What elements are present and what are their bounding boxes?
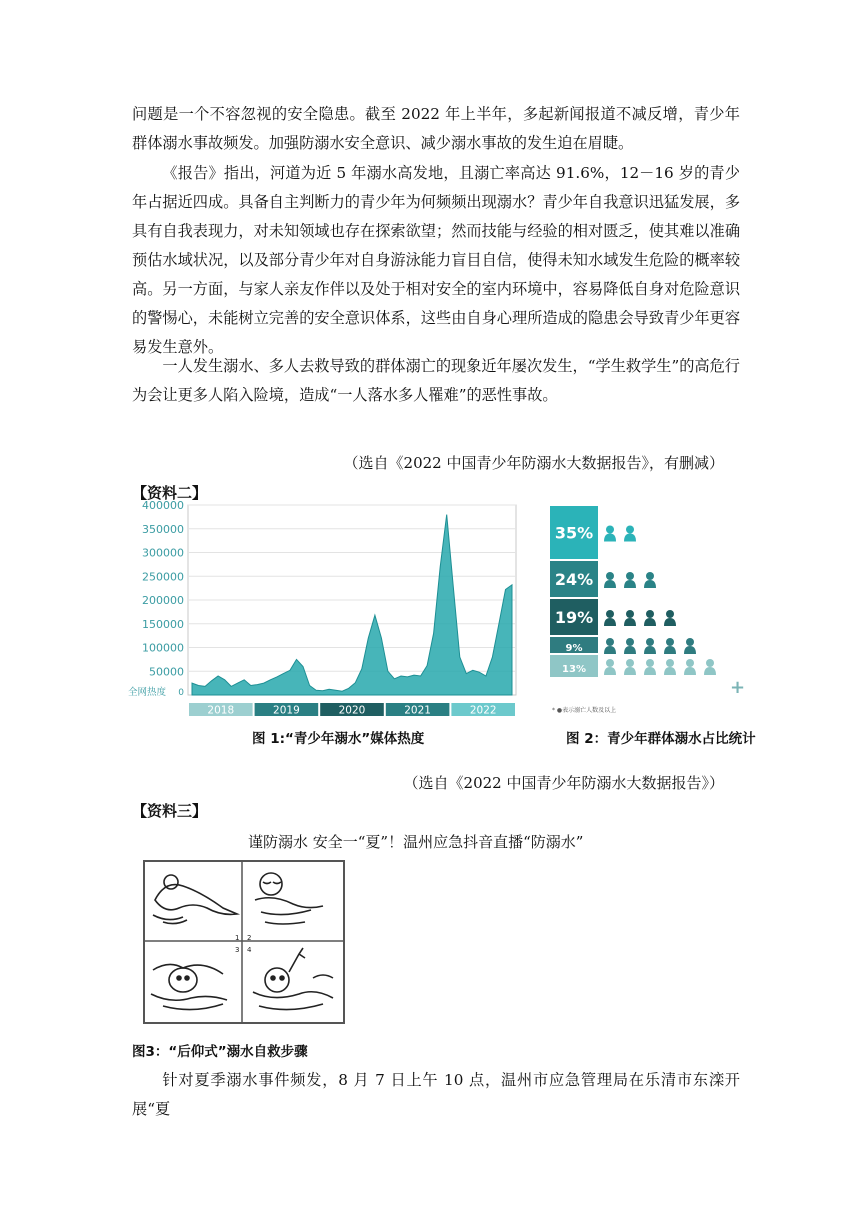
y-axis-label: 全网热度 [128,687,167,698]
ratio-label: 19% [554,608,594,627]
person-icon [604,659,616,675]
person-icon [604,610,616,626]
person-icon [624,638,636,654]
person-icon [704,659,716,675]
person-icon [644,572,656,588]
person-icon [604,526,616,542]
person-icon [664,610,676,626]
year-band-label: 2019 [273,704,300,717]
y-tick-label: 300000 [142,546,184,560]
year-band-label: 2021 [404,704,431,717]
paragraph-4: 针对夏季溺水事件频发，8 月 7 日上午 10 点，温州市应急管理局在乐清市东滦开展“夏 [132,1071,740,1118]
section-heading-2: 【资料二】 [132,484,208,502]
person-icon [624,572,636,588]
year-band-label: 2018 [207,704,235,717]
source-citation-1: （选自《2022 中国青少年防溺水大数据报告》，有删减） [343,454,724,472]
person-icon [684,659,696,675]
person-icon [624,659,636,675]
material3-heading: 谨防溺水 安全一“夏”！温州应急抖音直播“防溺水” [248,833,584,851]
panel-number-2: 2 [247,934,252,942]
y-tick-label: 50000 [149,665,184,679]
person-icon [604,638,616,654]
person-icon [644,659,656,675]
panel-number-4: 4 [247,946,252,954]
plus-icon: + [730,677,746,698]
ratio-label: 35% [554,523,594,543]
chart2-footnote: * ●表示溺亡人数及以上 [552,707,617,714]
y-tick-label: 400000 [142,500,184,512]
person-icon [624,610,636,626]
media-heat-chart [128,500,520,720]
self-rescue-steps-figure [143,860,345,1024]
y-tick-label: 150000 [142,617,184,631]
y-tick-label: 350000 [142,522,184,536]
person-icon [604,572,616,588]
person-icon [624,526,636,542]
source-citation-2: （选自《2022 中国青少年防溺水大数据报告》） [403,774,724,792]
paragraph-2: 《报告》指出，河道为近 5 年溺水高发地，且溺亡率高达 91.6%，12－16 岁的青少年占据近四成。具备自主判断力的青少年为何频频出现溺水？青少年自我意识迅猛发展，多具有自我表现力，对未知领域也存在探索欲望；然而技能与经验的相对匮乏，使其难以准确预估水域状况，以及部分青少年对自身游泳能力盲目自信，使得未知水域发生危险的概率较高。另一方面，与家人亲友作伴以及处于相对安全的室内环境中，容易降低自身对危险意识的警惕心，未能树立完善的安全意识体系，这些由自身心理所造成的隐患会导致青少年更容易发生意外。 [132,164,740,356]
ratio-label: 9% [565,643,583,654]
group-drowning-ratio-chart [548,506,748,718]
paragraph-1: 问题是一个不容忽视的安全隐患。截至 2022 年上半年，多起新闻报道不减反增，青少年群体溺水事故频发。加强防溺水安全意识、减少溺水事故的发生迫在眉睫。 [132,105,740,152]
person-icon [664,638,676,654]
figure2-caption: 图 2：青少年群体溺水占比统计 [566,731,756,747]
y-tick-label: 100000 [142,641,184,655]
panel-number-1: 1 [235,934,240,942]
panel-number-3: 3 [235,946,240,954]
year-band-label: 2022 [469,704,497,717]
person-icon [644,638,656,654]
person-icon [644,610,656,626]
person-icon [684,638,696,654]
paragraph-3: 一人发生溺水、多人去救导致的群体溺亡的现象近年屡次发生，“学生救学生”的高危行为会让更多人陷入险境，造成“一人落水多人罹难”的恶性事故。 [132,357,740,404]
ratio-label: 24% [554,570,594,589]
figure3-caption: 图3：“后仰式”溺水自救步骤 [132,1044,308,1060]
figure1-caption: 图 1:“青少年溺水”媒体热度 [252,731,425,747]
ratio-label: 13% [562,664,586,675]
section-heading-3: 【资料三】 [132,802,208,820]
y-tick-label: 0 [178,688,184,698]
y-tick-label: 250000 [142,570,184,584]
y-tick-label: 200000 [142,594,184,607]
year-band-label: 2020 [338,704,366,717]
person-icon [664,659,676,675]
